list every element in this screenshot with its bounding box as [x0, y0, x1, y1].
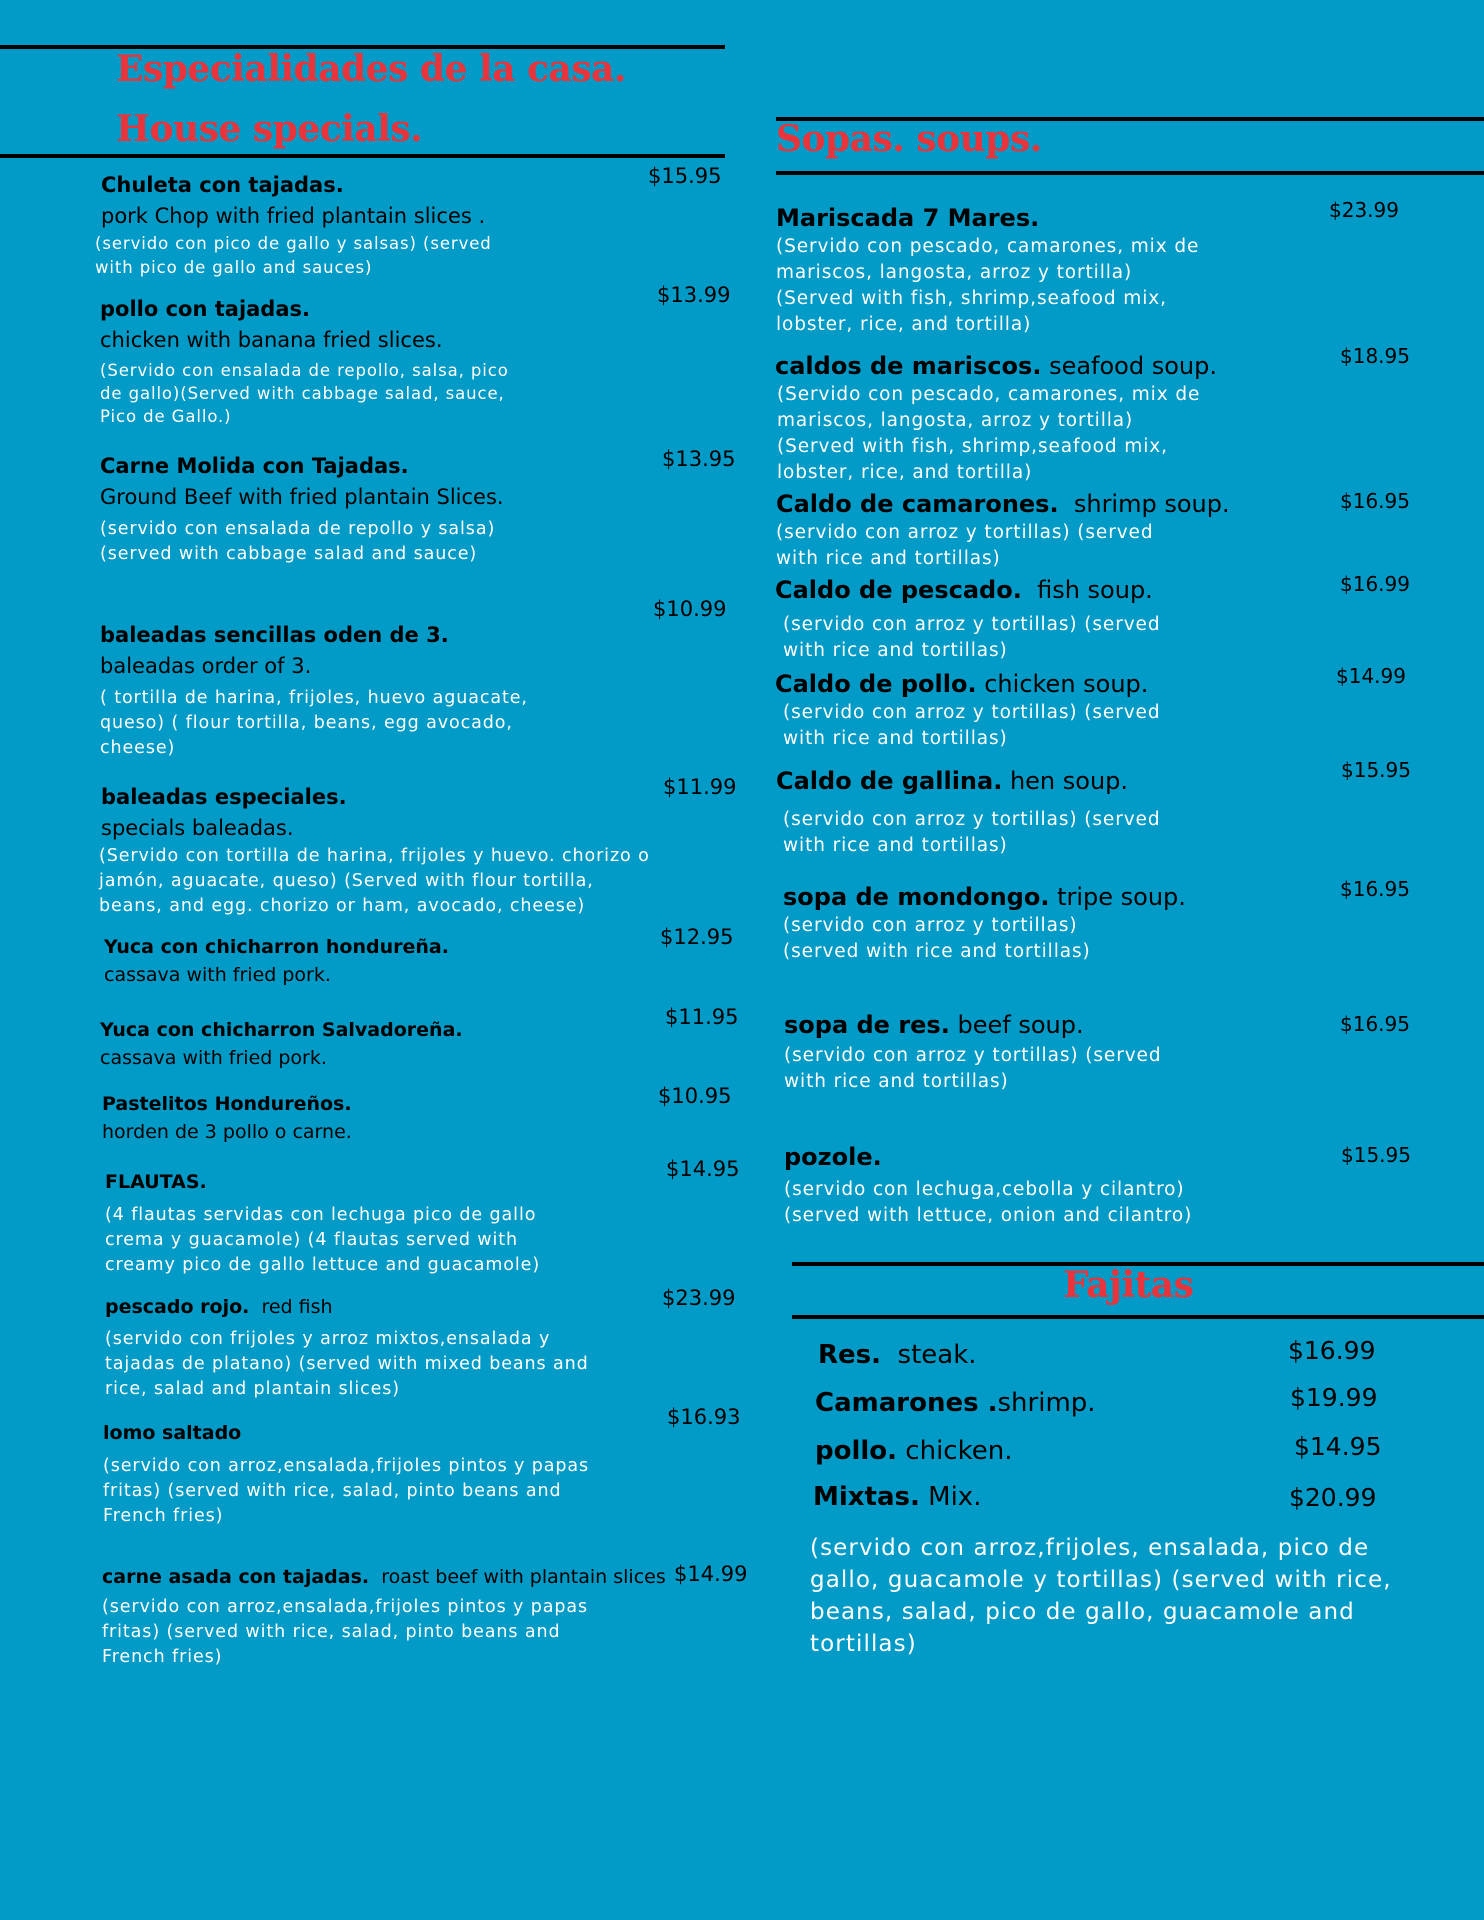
menu-item-baleadas-sencillas — [100, 620, 570, 761]
item-name: Pastelitos Hondureños. — [102, 1093, 352, 1115]
item-price: $11.95 — [665, 1005, 739, 1029]
item-description: (servido con arroz y tortillas) (served with rice and tortillas) — [783, 614, 1161, 661]
item-name: Caldo de pescado. — [775, 576, 1022, 604]
item-name: Chuleta con tajadas. — [101, 173, 344, 197]
soups-title: Sopas. soups. — [776, 118, 1042, 160]
item-name: baleadas sencillas oden de 3. — [100, 623, 449, 647]
item-name: Res. — [818, 1340, 882, 1370]
menu-item-baleadas-especiales — [101, 782, 661, 919]
item-description: (Servido con pescado, camarones, mix de mariscos, langosta, arroz y tortilla) (Served with fish, shrimp,seafood mix, lobster, rice, and tortilla) — [776, 236, 1200, 335]
item-price: $14.95 — [666, 1157, 740, 1181]
item-name-en: specials baleadas. — [101, 816, 294, 840]
item-description: (Servido con pescado, camarones, mix de mariscos, langosta, arroz y tortilla) (Served with fish, shrimp,seafood mix, lobster, rice, and tortilla) — [777, 384, 1201, 483]
item-description: (servido con arroz,ensalada,frijoles pintos y papas fritas) (served with rice, salad, pinto beans and French fries) — [102, 1597, 589, 1667]
menu-item-yuca-hondurena — [104, 933, 564, 989]
menu-item-flautas — [105, 1167, 585, 1278]
item-description: (4 flautas servidas con lechuga pico de gallo crema y guacamole) (4 flautas served with creamy pico de gallo lettuce and guacamole) — [105, 1205, 541, 1275]
item-name-en: chicken with banana fried slices. — [100, 328, 443, 352]
menu-item-chuleta — [95, 170, 561, 280]
fajitas-title: Fajitas — [1063, 1264, 1194, 1306]
house-bottom-rule — [0, 154, 725, 158]
item-description: (Servido con ensalada de repollo, salsa, pico de gallo)(Served with cabbage salad, sauce, Pico de Gallo.) — [100, 361, 509, 426]
item-description: (servido con arroz y tortillas) (served with rice and tortillas) — [784, 1045, 1162, 1092]
item-name: pescado rojo. — [105, 1296, 250, 1318]
item-description: (servido con arroz y tortillas) (served with rice and tortillas) — [783, 809, 1161, 856]
item-name: lomo saltado — [103, 1422, 242, 1444]
item-name-en: chicken. — [897, 1436, 1013, 1466]
item-name: Mariscada 7 Mares. — [776, 204, 1040, 232]
item-name: Yuca con chicharron Salvadoreña. — [100, 1019, 463, 1041]
item-description: (servido con pico de gallo y salsas) (served with pico de gallo and sauces) — [95, 234, 492, 277]
item-description: (servido con frijoles y arroz mixtos,ensalada y tajadas de platano) (served with mixed beans and rice, salad and plantain slices) — [105, 1329, 589, 1399]
item-name-en: horden de 3 pollo o carne. — [102, 1121, 352, 1143]
fajita-price-camarones: $19.99 — [1290, 1383, 1378, 1412]
item-name: sopa de res. — [784, 1011, 950, 1039]
item-name-en: roast beef with plantain slices — [369, 1566, 666, 1588]
item-price: $13.99 — [657, 283, 731, 307]
item-description: (servido con ensalada de repollo y salsa) (served with cabbage salad and sauce) — [100, 519, 496, 564]
house-title-es: Especialidades de la casa. — [116, 48, 626, 90]
item-description: (servido con arroz y tortillas) (served with rice and tortillas) — [783, 915, 1091, 962]
menu-item-lomo-saltado — [103, 1418, 623, 1529]
item-price: $16.95 — [1340, 877, 1410, 901]
item-name-en: Mix. — [919, 1482, 982, 1512]
soup-item-pozole — [784, 1141, 1244, 1229]
fajitas-bottom-rule — [792, 1315, 1484, 1319]
item-name: sopa de mondongo. — [783, 883, 1050, 911]
soup-item-caldo-gallina — [776, 765, 1216, 859]
item-price: $15.95 — [1341, 1143, 1411, 1167]
item-name-en: hen soup. — [1002, 767, 1129, 795]
item-price: $13.95 — [662, 447, 736, 471]
item-price: $12.95 — [660, 925, 734, 949]
item-name: Caldo de camarones. — [776, 490, 1059, 518]
soup-item-mondongo — [783, 881, 1223, 965]
item-price: $23.99 — [662, 1286, 736, 1310]
item-name: Yuca con chicharron hondureña. — [104, 936, 449, 958]
item-price: $11.99 — [663, 775, 737, 799]
item-name: Carne Molida con Tajadas. — [100, 454, 409, 478]
fajitas-description: (servido con arroz,frijoles, ensalada, pico de gallo, guacamole y tortillas) (served with rice, beans, salad, pico de gallo, guacamole and tortillas) — [810, 1535, 1392, 1657]
soup-item-caldo-pollo — [775, 668, 1215, 752]
soup-item-caldos-mariscos — [775, 350, 1255, 486]
menu-item-pastelitos — [102, 1090, 562, 1146]
fajita-price-mixtas: $20.99 — [1289, 1483, 1377, 1512]
item-description: (servido con arroz,ensalada,frijoles pintos y papas fritas) (served with rice, salad, pinto beans and French fries) — [103, 1456, 590, 1526]
soup-item-mariscada — [776, 202, 1216, 338]
item-price: $14.99 — [1336, 664, 1406, 688]
item-name: pollo. — [815, 1436, 898, 1466]
house-title-en: House specials. — [116, 108, 423, 150]
menu-item-yuca-salvadorena — [100, 1016, 560, 1072]
fajita-item-res — [818, 1340, 977, 1370]
item-name-en: baleadas order of 3. — [100, 654, 312, 678]
fajita-price-res: $16.99 — [1288, 1336, 1376, 1365]
fajita-item-pollo — [815, 1436, 1012, 1466]
menu-item-pollo-tajadas — [100, 294, 560, 428]
menu-item-carne-molida — [100, 451, 580, 567]
item-name-en: tripe soup. — [1049, 883, 1186, 911]
item-name-en: steak. — [881, 1340, 977, 1370]
item-name-en: red fish — [249, 1296, 333, 1318]
soup-item-caldo-camarones — [776, 488, 1276, 572]
item-name-en: shrimp. — [997, 1388, 1096, 1418]
menu-item-pescado-rojo — [105, 1292, 605, 1402]
item-name-en: cassava with fried pork. — [100, 1047, 327, 1069]
fajita-item-camarones — [815, 1388, 1096, 1418]
item-name-en: shrimp soup. — [1058, 490, 1230, 518]
item-name-en: pork Chop with fried plantain slices . — [101, 204, 486, 228]
fajita-item-mixtas — [813, 1482, 981, 1512]
item-price: $15.95 — [1341, 758, 1411, 782]
item-name: Mixtas. — [813, 1482, 920, 1512]
item-price: $10.99 — [653, 597, 727, 621]
item-price: $16.95 — [1340, 1012, 1410, 1036]
item-price: $18.95 — [1340, 344, 1410, 368]
item-name: Caldo de pollo. — [775, 670, 977, 698]
fajita-price-pollo: $14.95 — [1294, 1432, 1382, 1461]
item-price: $15.95 — [648, 164, 722, 188]
item-name-en: beef soup. — [949, 1011, 1084, 1039]
item-description: (servido con arroz y tortillas) (served with rice and tortillas) — [776, 522, 1154, 569]
item-price: $16.99 — [1340, 572, 1410, 596]
item-name: FLAUTAS. — [105, 1171, 207, 1193]
item-description: ( tortilla de harina, frijoles, huevo aguacate, queso) ( flour tortilla, beans, egg avocado, cheese) — [100, 688, 528, 758]
menu-item-carne-asada — [102, 1562, 682, 1670]
soup-item-res — [784, 1009, 1224, 1095]
item-price: $16.93 — [667, 1405, 741, 1429]
item-description: (servido con arroz y tortillas) (served with rice and tortillas) — [783, 702, 1161, 749]
item-name: pollo con tajadas. — [100, 297, 310, 321]
item-price: $14.99 — [674, 1562, 748, 1586]
item-description: (servido con lechuga,cebolla y cilantro) (served with lettuce, onion and cilantro) — [784, 1179, 1193, 1226]
item-description: (Servido con tortilla de harina, frijoles y huevo. chorizo o jamón, aguacate, queso) (Served with flour tortilla, beans, and egg. chorizo or ham, avocado, cheese) — [99, 846, 650, 916]
item-name: pozole. — [784, 1143, 882, 1171]
item-price: $23.99 — [1329, 198, 1399, 222]
soup-item-caldo-pescado — [775, 574, 1215, 664]
item-price: $16.95 — [1340, 489, 1410, 513]
item-name: carne asada con tajadas. — [102, 1566, 370, 1588]
item-name-en: Ground Beef with fried plantain Slices. — [100, 485, 504, 509]
item-name: Caldo de gallina. — [776, 767, 1003, 795]
item-name: Camarones . — [815, 1388, 998, 1418]
soups-bottom-rule — [776, 171, 1484, 175]
item-name: caldos de mariscos. — [775, 352, 1042, 380]
item-name-en: chicken soup. — [976, 670, 1149, 698]
item-name-en: fish soup. — [1021, 576, 1153, 604]
item-name-en: seafood soup. — [1041, 352, 1217, 380]
item-price: $10.95 — [658, 1084, 732, 1108]
item-name-en: cassava with fried pork. — [104, 964, 331, 986]
item-name: baleadas especiales. — [101, 785, 347, 809]
